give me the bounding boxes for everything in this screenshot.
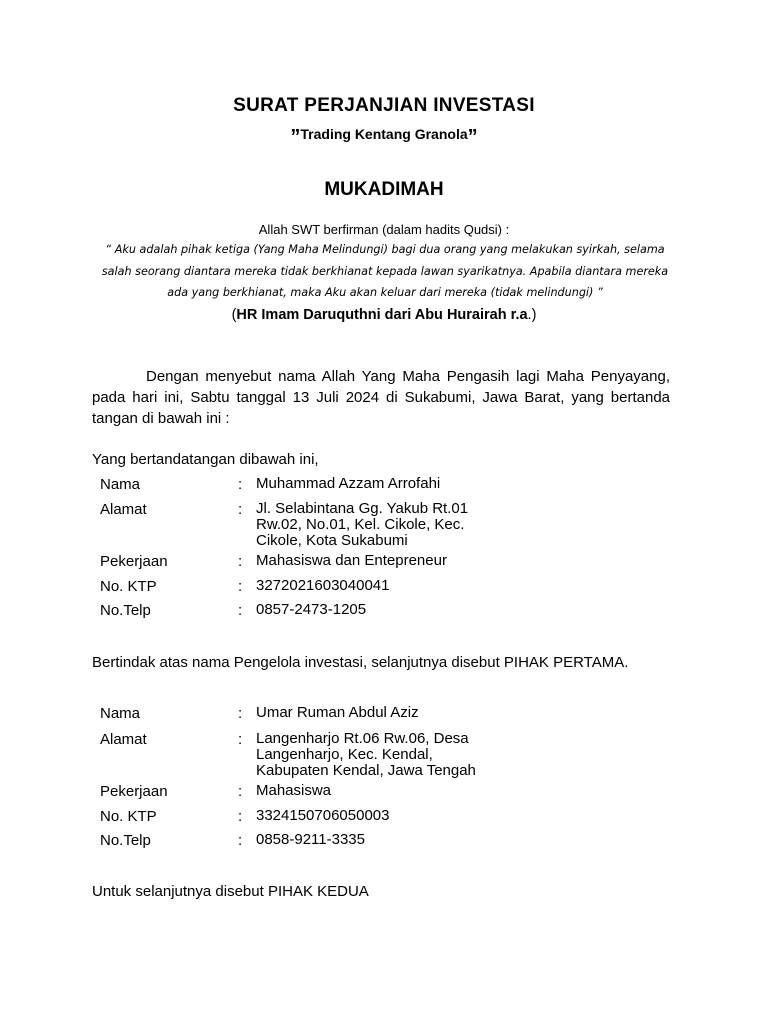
hadith-source: [0, 307, 768, 323]
colon: :: [238, 783, 243, 800]
colon: :: [238, 808, 243, 825]
first-party-phone: 0857-2473-1205: [256, 601, 367, 618]
second-party-address-row: [100, 731, 600, 783]
section-heading: MUKADIMAH: [324, 179, 444, 200]
subtitle-text: Trading Kentang Granola: [300, 126, 468, 142]
source-open-paren: (: [231, 307, 237, 323]
second-party-phone-row: [100, 832, 600, 856]
opening-paragraph-text: Dengan menyebut nama Allah Yang Maha Pengasih lagi Maha Penyayang, pada hari ini, Sabtu tanggal 13 Juli 2024 di Sukabumi, Jawa Barat, yang bertanda tangan di bawah ini :: [92, 368, 670, 427]
first-party-name-row: [100, 476, 600, 501]
close-quote: ”: [467, 126, 478, 148]
ktp-label: No. KTP: [100, 578, 157, 595]
second-party-occupation-row: [100, 783, 600, 808]
second-party-address: Langenharjo Rt.06 Rw.06, Desa Langenharjo, Kec. Kendal, Kabupaten Kendal, Jawa Tengah: [256, 730, 476, 779]
first-party-details: [100, 476, 600, 626]
name-label: Nama: [100, 476, 141, 493]
signatories-intro: Yang bertandatangan dibawah ini,: [92, 451, 319, 468]
document-title: SURAT PERJANJIAN INVESTASI: [233, 95, 535, 116]
colon: :: [238, 476, 243, 493]
second-party-name: Umar Ruman Abdul Aziz: [256, 704, 419, 721]
ktp-label: No. KTP: [100, 808, 157, 825]
first-party-address: Jl. Selabintana Gg. Yakub Rt.01 Rw.02, No.01, Kel. Cikole, Kec. Cikole, Kota Sukabumi: [256, 500, 469, 549]
occupation-label: Pekerjaan: [100, 783, 168, 800]
colon: :: [238, 578, 243, 595]
first-party-phone-row: [100, 602, 600, 626]
address-label: Alamat: [100, 731, 147, 748]
colon: :: [238, 602, 243, 619]
firman-intro: Allah SWT berfirman (dalam hadits Qudsi) :: [258, 222, 510, 237]
first-party-occupation: Mahasiswa dan Entepreneur: [256, 552, 447, 569]
phone-label: No.Telp: [100, 602, 151, 619]
open-quote: ”: [290, 126, 301, 148]
second-party-details: [100, 705, 600, 856]
first-party-name: Muhammad Azzam Arrofahi: [256, 475, 441, 492]
first-party-ktp-row: [100, 578, 600, 602]
address-label: Alamat: [100, 501, 147, 518]
colon: :: [238, 553, 243, 570]
second-party-ktp-row: [100, 808, 600, 832]
colon: :: [238, 705, 243, 722]
colon: :: [238, 832, 243, 849]
second-party-name-row: [100, 705, 600, 731]
document-subtitle: [0, 122, 768, 148]
colon: :: [238, 731, 243, 748]
source-close-paren: .): [527, 307, 537, 323]
source-narrator: HR Imam Daruquthni dari Abu Hurairah r.a: [236, 307, 528, 323]
hadith-quote: “ Aku adalah pihak ketiga (Yang Maha Melindungi) bagi dua orang yang melakukan syirkah, selama salah seorang diantara mereka tidak berkhianat kepada lawan syarikatnya. Apabila diantara mereka ada yang berkhianat, maka Aku akan keluar dari mereka (tidak melindungi) ”: [101, 243, 669, 299]
phone-label: No.Telp: [100, 832, 151, 849]
opening-paragraph: [92, 366, 670, 429]
colon: :: [238, 501, 243, 518]
first-party-ktp: 3272021603040041: [256, 577, 390, 594]
first-party-occupation-row: [100, 553, 600, 578]
first-party-statement: Bertindak atas nama Pengelola investasi, selanjutnya disebut PIHAK PERTAMA.: [92, 654, 629, 671]
second-party-ktp: 3324150706050003: [256, 807, 390, 824]
second-party-phone: 0858-9211-3335: [256, 831, 365, 848]
first-party-address-row: [100, 501, 600, 553]
second-party-occupation: Mahasiswa: [256, 782, 332, 799]
name-label: Nama: [100, 705, 141, 722]
second-party-statement: Untuk selanjutnya disebut PIHAK KEDUA: [92, 883, 369, 900]
occupation-label: Pekerjaan: [100, 553, 168, 570]
